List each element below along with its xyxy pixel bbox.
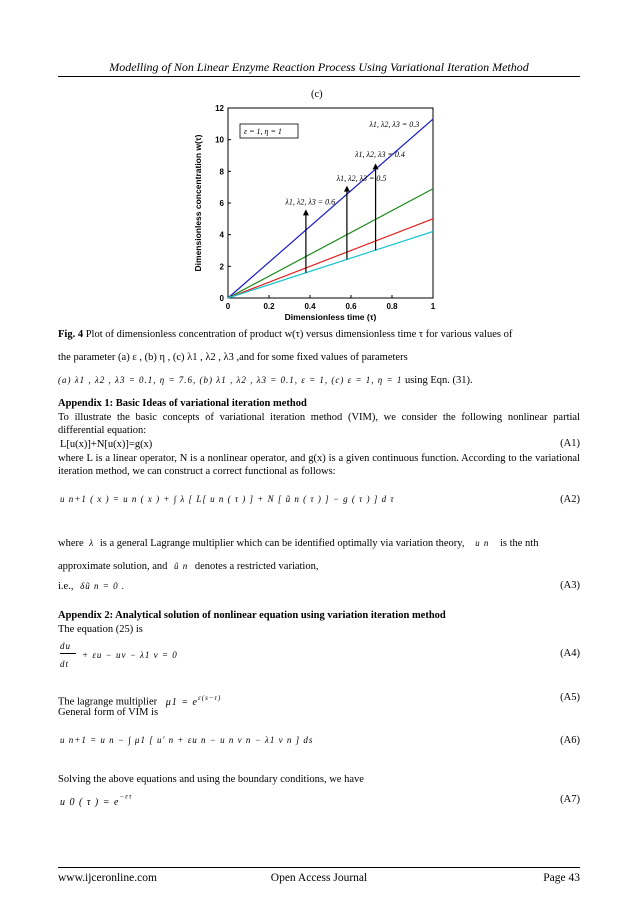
panel-label: (c) bbox=[311, 89, 323, 100]
para3-end: is the nth bbox=[499, 538, 539, 549]
x-axis-label: Dimensionless time (τ) bbox=[284, 312, 377, 322]
caption-text: Plot of dimensionless concentration of product w(τ) versus dimensionless time τ for various values of bbox=[85, 329, 513, 340]
eq-a4-label: (A4) bbox=[560, 648, 580, 659]
header-rule bbox=[58, 76, 580, 77]
frac-dt: dt bbox=[60, 659, 70, 669]
y-tick-label: 0 bbox=[219, 294, 224, 303]
appendix2-heading: Appendix 2: Analytical solution of nonlinear equation using variation iteration method bbox=[58, 610, 446, 621]
eq-a7: u 0 ( τ ) = e bbox=[60, 797, 120, 808]
series-annotation: λ1, λ2, λ3 = 0.5 bbox=[336, 173, 387, 183]
lambda-symbol: λ bbox=[89, 538, 95, 548]
appendix1-para4 bbox=[58, 560, 318, 573]
caption-label: Fig. 4 bbox=[58, 329, 84, 340]
eq-a4: + εu − uv − λ1 v = 0 bbox=[82, 650, 178, 660]
appendix1-para3 bbox=[58, 537, 580, 550]
y-tick-label: 2 bbox=[219, 262, 224, 272]
x-tick-label: 0.2 bbox=[263, 302, 275, 311]
series-annotation: λ1, λ2, λ3 = 0.6 bbox=[285, 197, 336, 207]
para3-start: where bbox=[58, 538, 84, 549]
appendix1-para1: To illustrate the basic concepts of variational iteration method (VIM), we consider the following nonlinear partial differential equation: bbox=[58, 412, 580, 436]
eq-a3: δũ n = 0 . bbox=[80, 581, 126, 591]
eq-a7-exponent: −ετ bbox=[119, 792, 133, 801]
series-annotation: λ1, λ2, λ3 = 0.4 bbox=[355, 150, 405, 160]
u-n-symbol: u n bbox=[475, 538, 490, 548]
y-tick-label: 4 bbox=[219, 230, 224, 240]
eq-a6: u n+1 = u n − ∫ μ1 [ u′ n + εu n − u n v n − λ1 v n ] ds bbox=[60, 735, 314, 745]
appendix1-heading: Appendix 1: Basic Ideas of variational iteration method bbox=[58, 398, 307, 409]
eq-a7-label: (A7) bbox=[560, 794, 580, 805]
x-tick-label: 0.4 bbox=[304, 302, 316, 311]
eq-a5-label: (A5) bbox=[560, 692, 580, 703]
appendix2-para1: The equation (25) is bbox=[58, 624, 143, 635]
eq-a6-label: (A6) bbox=[560, 735, 580, 746]
y-tick-label: 12 bbox=[215, 104, 224, 113]
figure-caption bbox=[58, 328, 583, 341]
y-tick-label: 8 bbox=[219, 167, 224, 177]
chart bbox=[188, 100, 450, 322]
y-tick-label: 10 bbox=[215, 135, 224, 145]
eq-a2-label: (A2) bbox=[560, 494, 580, 505]
eq-a5: μ1 = e bbox=[165, 696, 198, 708]
u-tilde-symbol: ũ n bbox=[173, 561, 189, 571]
eq-a7-wrap bbox=[60, 792, 132, 810]
caption-tail: using Eqn. (31). bbox=[404, 375, 473, 386]
para5-ie: i.e., bbox=[58, 581, 74, 592]
appendix1-para2: where L is a linear operator, N is a nonlinear operator, and g(x) is a given continuous function. According to the variational iteration method, we can construct a correct functional as follows: bbox=[58, 453, 580, 477]
running-header: Modelling of Non Linear Enzyme Reaction Process Using Variational Iteration Method bbox=[109, 60, 529, 74]
x-tick-label: 0 bbox=[225, 302, 231, 311]
frac-bar bbox=[60, 653, 76, 654]
appendix2-para4: Solving the above equations and using the boundary conditions, we have bbox=[58, 774, 364, 785]
footer-journal: Open Access Journal bbox=[270, 872, 368, 884]
eq-a5-exponent: ε(s−τ) bbox=[197, 694, 222, 702]
footer-url: www.ijceronline.com bbox=[58, 872, 157, 884]
y-tick-label: 6 bbox=[219, 199, 224, 208]
appendix2-para3: General form of VIM is bbox=[58, 707, 159, 718]
footer-rule bbox=[58, 867, 580, 868]
caption-line-3 bbox=[58, 374, 473, 387]
eq-a3-label: (A3) bbox=[560, 580, 580, 591]
legend-text: ε = 1, η = 1 bbox=[244, 127, 282, 136]
caption-params: (a) λ1 , λ2 , λ3 = 0.1, η = 7.6, (b) λ1 , λ2 , λ3 = 0.1, ε = 1, (c) ε = 1, η = 1 bbox=[58, 375, 403, 385]
x-tick-label: 0.8 bbox=[386, 302, 398, 311]
footer-page: Page 43 bbox=[543, 872, 580, 884]
series-annotation: λ1, λ2, λ3 = 0.3 bbox=[369, 120, 420, 129]
eq-a2: u n+1 ( x ) = u n ( x ) + ∫ λ [ L[ u n ( τ ) ] + N [ ũ n ( τ ) ] − g ( τ ) ] d τ bbox=[60, 494, 395, 504]
caption-line-2: the parameter (a) ε , (b) η , (c) λ1 , λ2 , λ3 ,and for some fixed values of parameters bbox=[58, 352, 408, 363]
frac-du: du bbox=[60, 641, 71, 651]
para4-start: approximate solution, and bbox=[58, 561, 168, 572]
eq-a1: L[u(x)]+N[u(x)]=g(x) bbox=[60, 439, 153, 450]
x-tick-label: 1 bbox=[430, 302, 436, 311]
appendix1-para5 bbox=[58, 580, 125, 593]
para3-mid: is a general Lagrange multiplier which can be identified optimally via variation theory, bbox=[99, 538, 465, 549]
x-tick-label: 0.6 bbox=[345, 302, 357, 311]
y-axis-label: Dimensionless concentration w(τ) bbox=[193, 134, 203, 272]
para2-text: The lagrange multiplier bbox=[58, 696, 158, 708]
para4-end: denotes a restricted variation, bbox=[194, 561, 319, 572]
eq-a1-label: (A1) bbox=[560, 438, 580, 449]
